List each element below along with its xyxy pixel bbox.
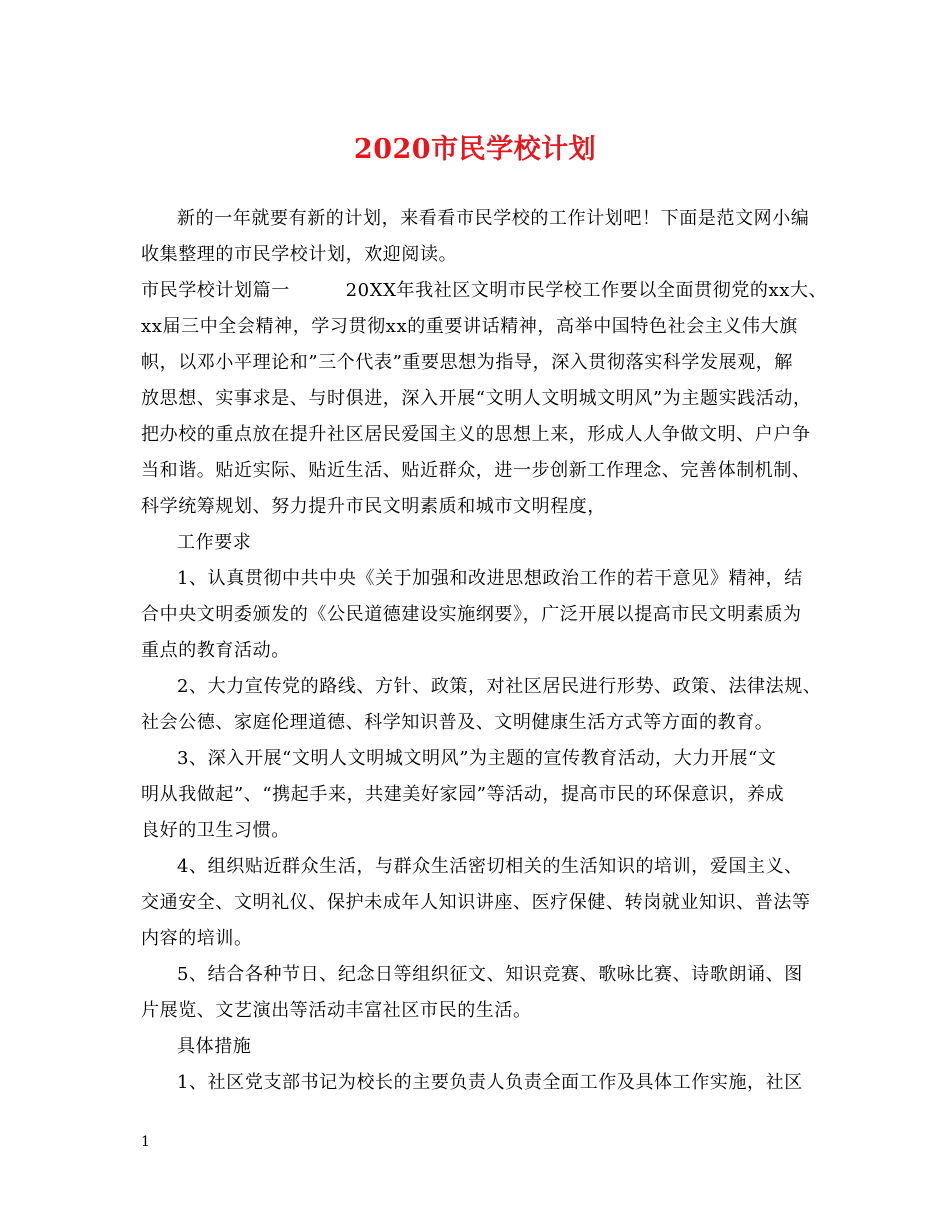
body-line: 收集整理的市民学校计划，欢迎阅读。 (141, 244, 458, 265)
body-line: 4、组织贴近群众生活，与群众生活密切相关的生活知识的培训，爱国主义、 (177, 856, 803, 877)
body-line: 市民学校计划篇一 20XX年我社区文明市民学校工作要以全面贯彻党的xx大、 (141, 280, 828, 301)
body-line: 片展览、文艺演出等活动丰富社区市民的生活。 (141, 1000, 532, 1021)
body-line: 2、大力宣传党的路线、方针、政策，对社区居民进行形势、政策、法律法规、 (177, 676, 822, 697)
body-line: 1、认真贯彻中共中央《关于加强和改进思想政治工作的若干意见》精神，结 (177, 568, 803, 589)
body-line: 合中央文明委颁发的《公民道德建设实施纲要》，广泛开展以提高市民文明素质为 (141, 604, 802, 625)
body-line: 明从我做起”、“携起手来，共建美好家园”等活动，提高市民的环保意识，养成 (141, 784, 785, 805)
body-line: 把办校的重点放在提升社区居民爱国主义的思想上来，形成人人争做文明、户户争 (141, 424, 811, 445)
document-title: 2020市民学校计划 (353, 134, 597, 165)
body-line: 内容的培训。 (141, 928, 253, 949)
body-line: 重点的教育活动。 (141, 640, 290, 661)
body-line: 科学统筹规划、努力提升市民文明素质和城市文明程度， (141, 496, 606, 517)
body-line: 新的一年就要有新的计划，来看看市民学校的工作计划吧！下面是范文网小编 (177, 208, 810, 229)
body-line: 帜，以邓小平理论和”三个代表”重要思想为指导，深入贯彻落实科学发展观，解 (141, 352, 794, 373)
body-line: 社会公德、家庭伦理道德、科学知识普及、文明健康生活方式等方面的教育。 (141, 712, 774, 733)
section-heading: 具体措施 (177, 1036, 252, 1057)
body-line: 3、深入开展“文明人文明城文明风”为主题的宣传教育活动，大力开展“文 (177, 748, 777, 769)
page-number: 1 (141, 1134, 150, 1150)
body-line: 1、社区党支部书记为校长的主要负责人负责全面工作及具体工作实施，社区 (177, 1072, 803, 1093)
body-line: 当和谐。贴近实际、贴近生活、贴近群众，进一步创新工作理念、完善体制机制、 (141, 460, 811, 481)
body-line: 5、结合各种节日、纪念日等组织征文、知识竞赛、歌咏比赛、诗歌朗诵、图 (177, 964, 803, 985)
body-line: 交通安全、文明礼仪、保护未成年人知识讲座、医疗保健、转岗就业知识、普法等 (141, 892, 811, 913)
body-line: xx届三中全会精神，学习贯彻xx的重要讲话精神，高举中国特色社会主义伟大旗 (141, 316, 798, 337)
body-line: 良好的卫生习惯。 (141, 820, 290, 841)
section-heading: 工作要求 (177, 532, 252, 553)
body-line: 放思想、实事求是、与时俱进，深入开展“文明人文明城文明风”为主题实践活动， (141, 388, 812, 409)
